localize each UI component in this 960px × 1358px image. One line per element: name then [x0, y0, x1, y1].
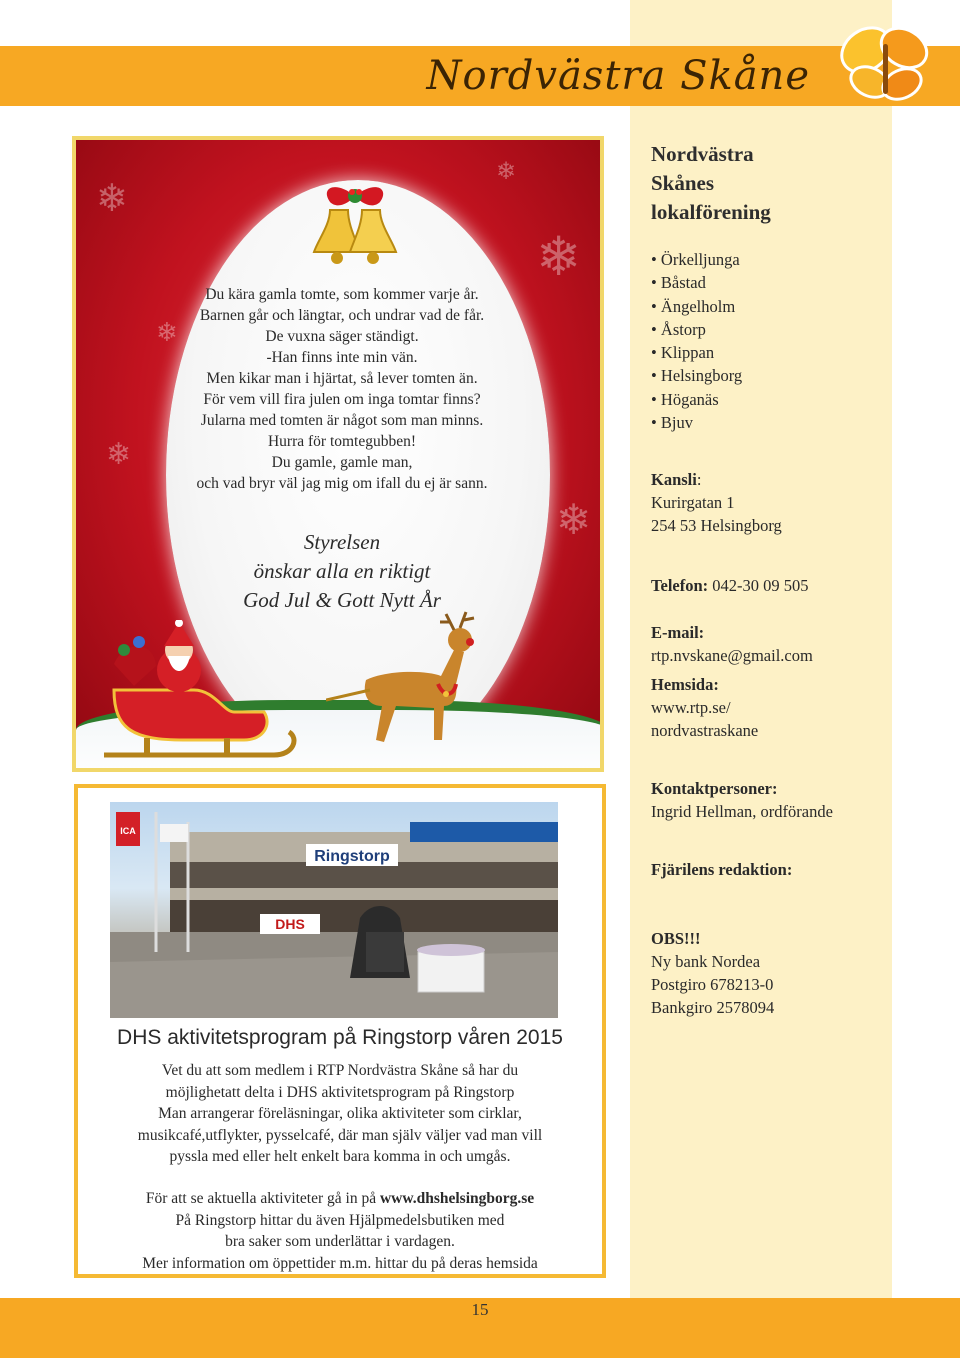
poem-line: Barnen går och längtar, och undrar vad de får. [199, 307, 485, 324]
contacts-label: Kontaktpersoner: [651, 779, 778, 798]
dhs-more-info [78, 1188, 602, 1274]
phone-label: Telefon: [651, 576, 709, 595]
dhs-website-link[interactable]: www.dhshelsingborg.se [379, 1190, 535, 1207]
bank-name: Ny bank Nordea [651, 952, 761, 971]
office-colon: : [696, 470, 702, 489]
dhs-title: DHS aktivitetsprogram på Ringstorp våren 2015 [117, 1026, 563, 1049]
snowflake-icon: ❄ [536, 227, 582, 287]
website-url[interactable]: www.rtp.se/ [651, 698, 731, 717]
contacts-block [651, 777, 883, 823]
snowflake-icon: ❄ [106, 438, 132, 471]
butterfly-icon [830, 14, 940, 114]
sidebar-title [651, 140, 883, 227]
snowflake-icon: ❄ [496, 159, 517, 185]
website-url-continued[interactable]: nordvastraskane [651, 721, 759, 740]
office-label: Kansli [651, 470, 697, 489]
snowflake-icon: ❄ [96, 178, 128, 220]
office-block [651, 468, 883, 537]
dhs-more-line: bra saker som underlättar i vardagen. [225, 1233, 455, 1250]
christmas-card [72, 136, 604, 772]
dhs-line: musikcafé,utflykter, pysselcafé, där man själv väljer vad man vill [137, 1126, 543, 1144]
greeting-line: Styrelsen [303, 530, 381, 554]
sidebar-title-line: lokalförening [651, 200, 771, 224]
poem-line: De vuxna säger ständigt. [265, 328, 419, 345]
poem-line: Du gamle, gamle man, [271, 454, 413, 471]
town-item: • Örkelljunga [651, 248, 883, 271]
town-list [651, 248, 883, 434]
bankgiro-number: Bankgiro 2578094 [651, 998, 775, 1017]
dhs-more-prefix: För att se aktuella aktiviteter gå in på [145, 1190, 380, 1207]
dhs-more-line: På Ringstorp hittar du även Hjälpmedelsbutiken med [175, 1211, 505, 1229]
ica-logo-text: ICA [120, 826, 136, 836]
poem-line: För vem vill fira julen om inga tomtar finns? [203, 391, 481, 408]
poem-line: Hurra för tomtegubben! [267, 433, 417, 450]
phone-block [651, 574, 883, 597]
town-item: • Helsingborg [651, 364, 883, 387]
ringstorp-sign-text: Ringstorp [314, 848, 390, 865]
editorial-label: Fjärilens redaktion: [651, 860, 793, 879]
dhs-sign-text: DHS [275, 916, 305, 932]
email-address[interactable]: rtp.nvskane@gmail.com [651, 646, 813, 665]
obs-label: OBS!!! [651, 929, 701, 948]
town-item: • Båstad [651, 271, 883, 294]
poem-line: och vad bryr väl jag mig om ifall du ej är sann. [196, 475, 488, 492]
email-label: E-mail: [651, 623, 705, 642]
town-item: • Klippan [651, 341, 883, 364]
dhs-more-line [78, 1188, 602, 1210]
poem-line: -Han finns inte min vän. [266, 349, 418, 366]
office-heading [651, 468, 883, 491]
reindeer-icon [326, 610, 496, 760]
website-label: Hemsida: [651, 675, 719, 694]
dhs-line: pyssla med eller helt enkelt bara komma in och umgås. [169, 1148, 511, 1165]
dhs-line: möjlighetatt delta i DHS aktivitetsprogram på Ringstorp [165, 1083, 515, 1101]
page-number: 15 [471, 1300, 489, 1319]
sidebar-title-line: Nordvästra [651, 142, 754, 166]
bells-icon [300, 180, 410, 270]
phone-number: 042-30 09 505 [712, 576, 809, 595]
page-title: Nordvästra Skåne [426, 53, 810, 99]
snowflake-icon: ❄ [156, 318, 178, 347]
office-address-line: Kurirgatan 1 [651, 493, 735, 512]
dhs-line: Vet du att som medlem i RTP Nordvästra Skåne så har du [161, 1062, 519, 1079]
sidebar-title-line: Skånes [651, 171, 715, 195]
dhs-description [78, 1060, 602, 1168]
email-block [651, 621, 883, 667]
town-item: • Bjuv [651, 411, 883, 434]
poem-line: Men kikar man i hjärtat, så lever tomten än. [206, 370, 478, 387]
town-item: • Ängelholm [651, 295, 883, 318]
poem-line: Jularna med tomten är något som man minns. [200, 412, 484, 429]
greeting-line: God Jul & Gott Nytt År [243, 588, 441, 612]
ringstorp-building-illustration [110, 802, 558, 1018]
snowflake-icon: ❄ [556, 498, 592, 544]
dhs-line: Man arrangerar föreläsningar, olika aktiviteter som cirklar, [158, 1105, 522, 1122]
editorial-block [651, 858, 883, 881]
town-item: • Åstorp [651, 318, 883, 341]
postgiro-number: Postgiro 678213-0 [651, 975, 774, 994]
holiday-greeting [72, 528, 604, 615]
bank-block [651, 927, 883, 1019]
town-item: • Höganäs [651, 388, 883, 411]
poem-text [76, 284, 604, 494]
ringstorp-photo [110, 802, 558, 1018]
website-block [651, 673, 883, 742]
santa-sleigh-icon [94, 620, 314, 770]
office-address-line: 254 53 Helsingborg [651, 516, 782, 535]
dhs-activity-box [74, 784, 606, 1278]
dhs-more-line: Mer information om öppettider m.m. hittar du på deras hemsida [142, 1254, 538, 1272]
poem-line: Du kära gamla tomte, som kommer varje år. [205, 286, 479, 303]
greeting-line: önskar alla en riktigt [253, 559, 431, 583]
contact-person: Ingrid Hellman, ordförande [651, 802, 833, 821]
